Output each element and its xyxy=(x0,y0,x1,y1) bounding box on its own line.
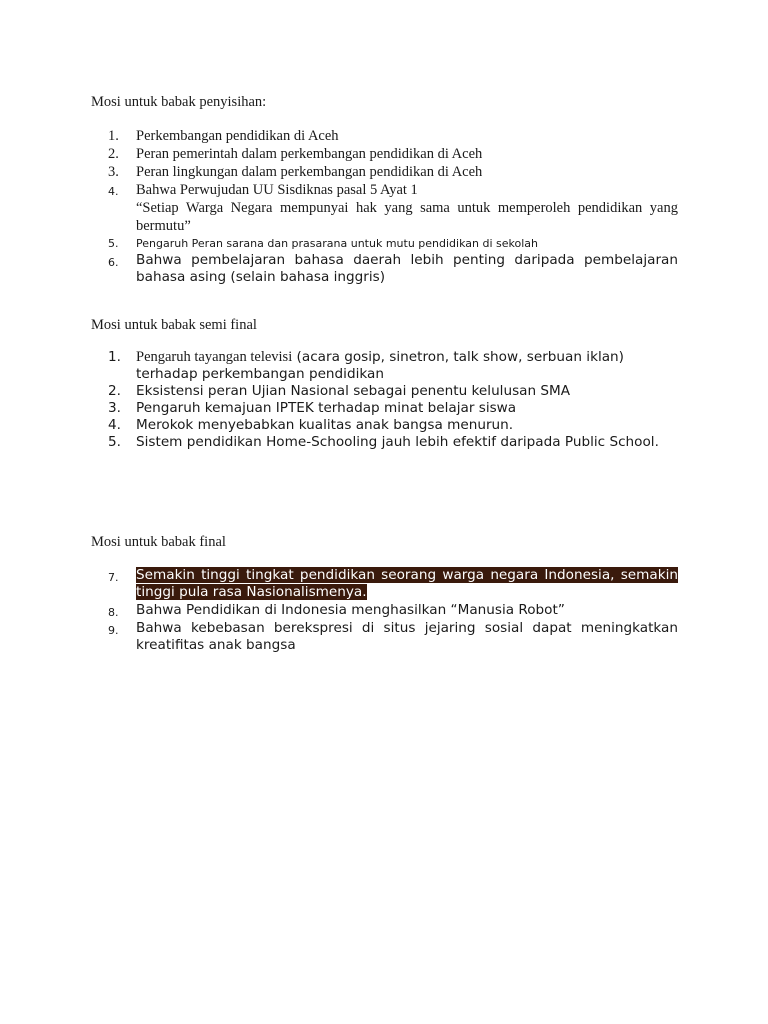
list-item xyxy=(108,400,678,417)
list-text: Bahwa kebebasan berekspresi di situs jejaring sosial dapat meningkatkan kreatifitas anak bangsa xyxy=(136,620,678,653)
list-number: 2. xyxy=(108,146,119,162)
list-number: 9. xyxy=(108,624,119,637)
list-text: Bahwa pembelajaran bahasa daerah lebih penting daripada pembelajaran bahasa asing (selain bahasa inggris) xyxy=(136,252,678,285)
list-number: 1. xyxy=(108,349,121,365)
list-item xyxy=(108,145,678,163)
list-item xyxy=(108,417,678,434)
list-number: 1. xyxy=(108,128,119,144)
list-number: 5. xyxy=(108,237,119,250)
list-item xyxy=(108,620,678,654)
list-number: 3. xyxy=(108,164,119,180)
list-text: Merokok menyebabkan kualitas anak bangsa menurun. xyxy=(136,417,514,433)
section-heading-penyisihan: Mosi untuk babak penyisihan: xyxy=(91,94,267,110)
section-heading-final: Mosi untuk babak final xyxy=(91,534,226,550)
list-text: Pengaruh kemajuan IPTEK terhadap minat belajar siswa xyxy=(136,400,517,416)
list-item xyxy=(108,602,678,619)
list-number: 2. xyxy=(108,383,121,399)
list-text: Pengaruh Peran sarana dan prasarana untuk mutu pendidikan di sekolah xyxy=(136,237,538,250)
list-number: 3. xyxy=(108,400,121,416)
list-number: 7. xyxy=(108,571,119,584)
list-item xyxy=(108,383,678,400)
list-quote: “Setiap Warga Negara mempunyai hak yang sama untuk memperoleh pendidikan yang bermutu” xyxy=(136,200,678,234)
list-item xyxy=(108,252,678,286)
highlighted-text: Semakin tinggi tingkat pendidikan seorang warga negara Indonesia, semakin tinggi pula rasa Nasionalismenya. xyxy=(136,567,678,600)
list-number: 4. xyxy=(108,185,119,198)
list-text: Sistem pendidikan Home-Schooling jauh lebih efektif daripada Public School. xyxy=(136,434,659,450)
list-item xyxy=(108,567,678,601)
list-item xyxy=(108,349,678,383)
list-item xyxy=(108,163,678,181)
list-item xyxy=(108,236,678,251)
list-number: 8. xyxy=(108,606,119,619)
list-text-serif: Pengaruh tayangan televisi xyxy=(136,349,293,365)
list-item xyxy=(108,434,678,451)
list-item xyxy=(108,127,678,145)
list-item xyxy=(108,181,678,235)
list-text: Perkembangan pendidikan di Aceh xyxy=(136,128,339,144)
list-text: (acara gosip, sinetron, talk show, serbuan iklan) terhadap perkembangan pendidikan xyxy=(136,349,624,382)
list-text: Peran lingkungan dalam perkembangan pendidikan di Aceh xyxy=(136,164,483,180)
list-number: 4. xyxy=(108,417,121,433)
list-text: Bahwa Pendidikan di Indonesia menghasilkan “Manusia Robot” xyxy=(136,602,565,618)
section-heading-semi-final: Mosi untuk babak semi final xyxy=(91,317,257,333)
list-text: Eksistensi peran Ujian Nasional sebagai penentu kelulusan SMA xyxy=(136,383,571,399)
list-text: Peran pemerintah dalam perkembangan pendidikan di Aceh xyxy=(136,146,483,162)
list-number: 6. xyxy=(108,256,119,269)
list-text: Bahwa Perwujudan UU Sisdiknas pasal 5 Ayat 1 xyxy=(136,182,418,198)
list-number: 5. xyxy=(108,434,121,450)
